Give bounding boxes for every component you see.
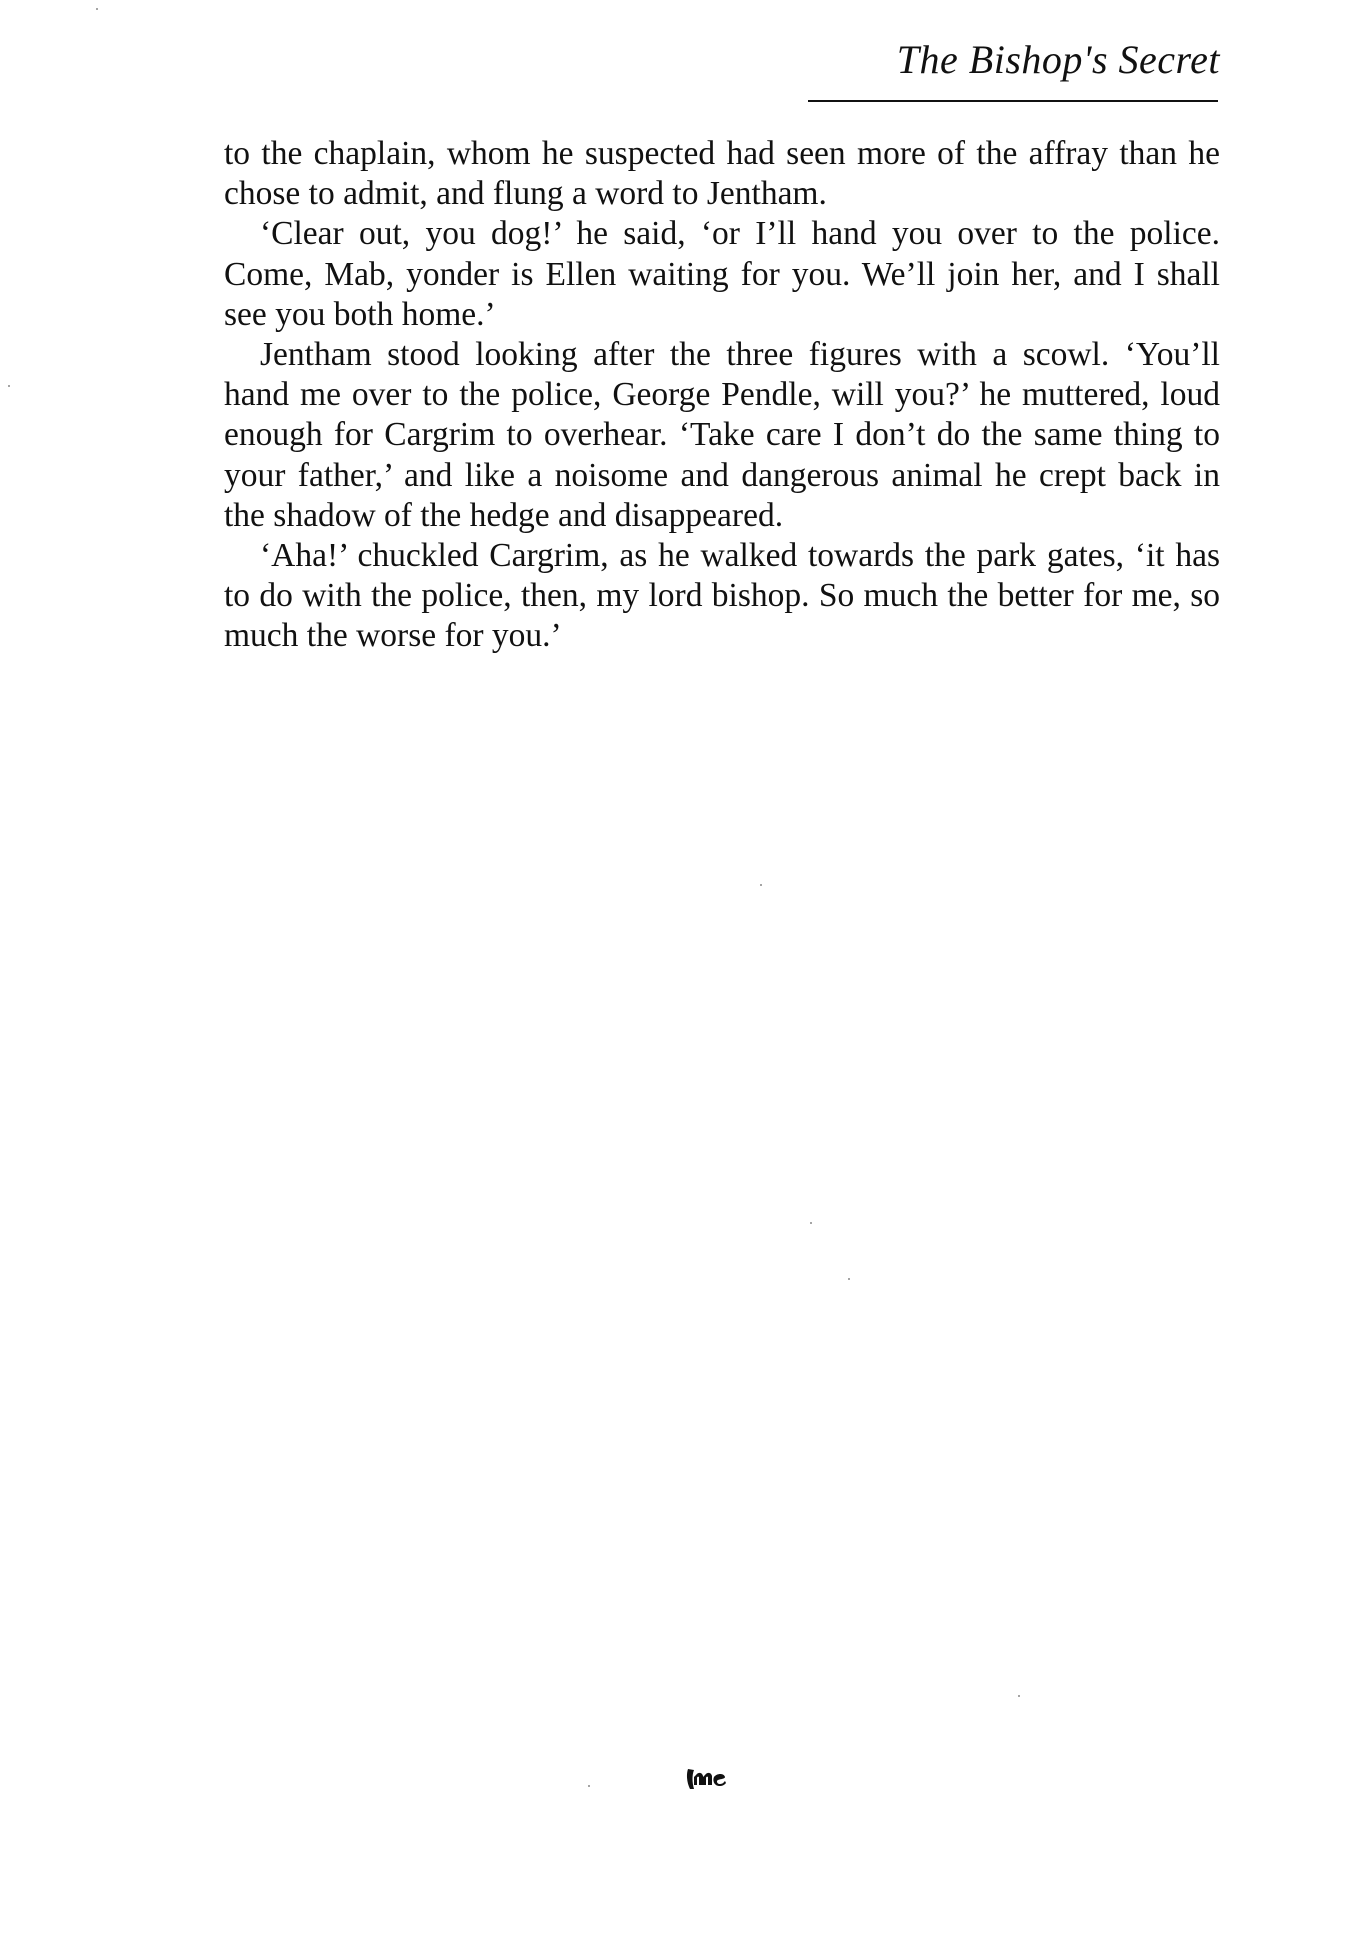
printer-mark-icon [684,1765,734,1791]
header-rule [808,100,1218,102]
paragraph-2: ‘Clear out, you dog!’ he said, ‘or I’ll hand you over to the police. Come, Mab, yonder is Ellen waiting for you. We’ll join her, and I shall see you both home.’ [224,215,1220,333]
paper-speck [96,8,98,10]
paper-speck [810,1222,812,1224]
paragraph-4: ‘Aha!’ chuckled Cargrim, as he walked towards the park gates, ‘it has to do with the police, then, my lord bishop. So much the better for me, so much the worse for you.’ [224,537,1220,655]
paragraph-1: to the chaplain, whom he suspected had seen more of the affray than he chose to admit, and flung a word to Jentham. [224,135,1220,213]
paper-speck [1018,1695,1020,1697]
running-head: The Bishop's Secret [896,37,1220,82]
body-text [224,134,1220,657]
paper-speck [588,1785,590,1787]
paragraph-3: Jentham stood looking after the three figures with a scowl. ‘You’ll hand me over to the police, George Pendle, will you?’ he muttered, loud enough for Cargrim to overhear. ‘Take care I don’t do the same thing to your father,’ and like a noisome and dangerous animal he crept back in the shadow of the hedge and disappeared. [224,336,1220,534]
paper-speck [760,884,762,886]
paper-speck [8,385,10,387]
paper-speck [848,1278,850,1280]
